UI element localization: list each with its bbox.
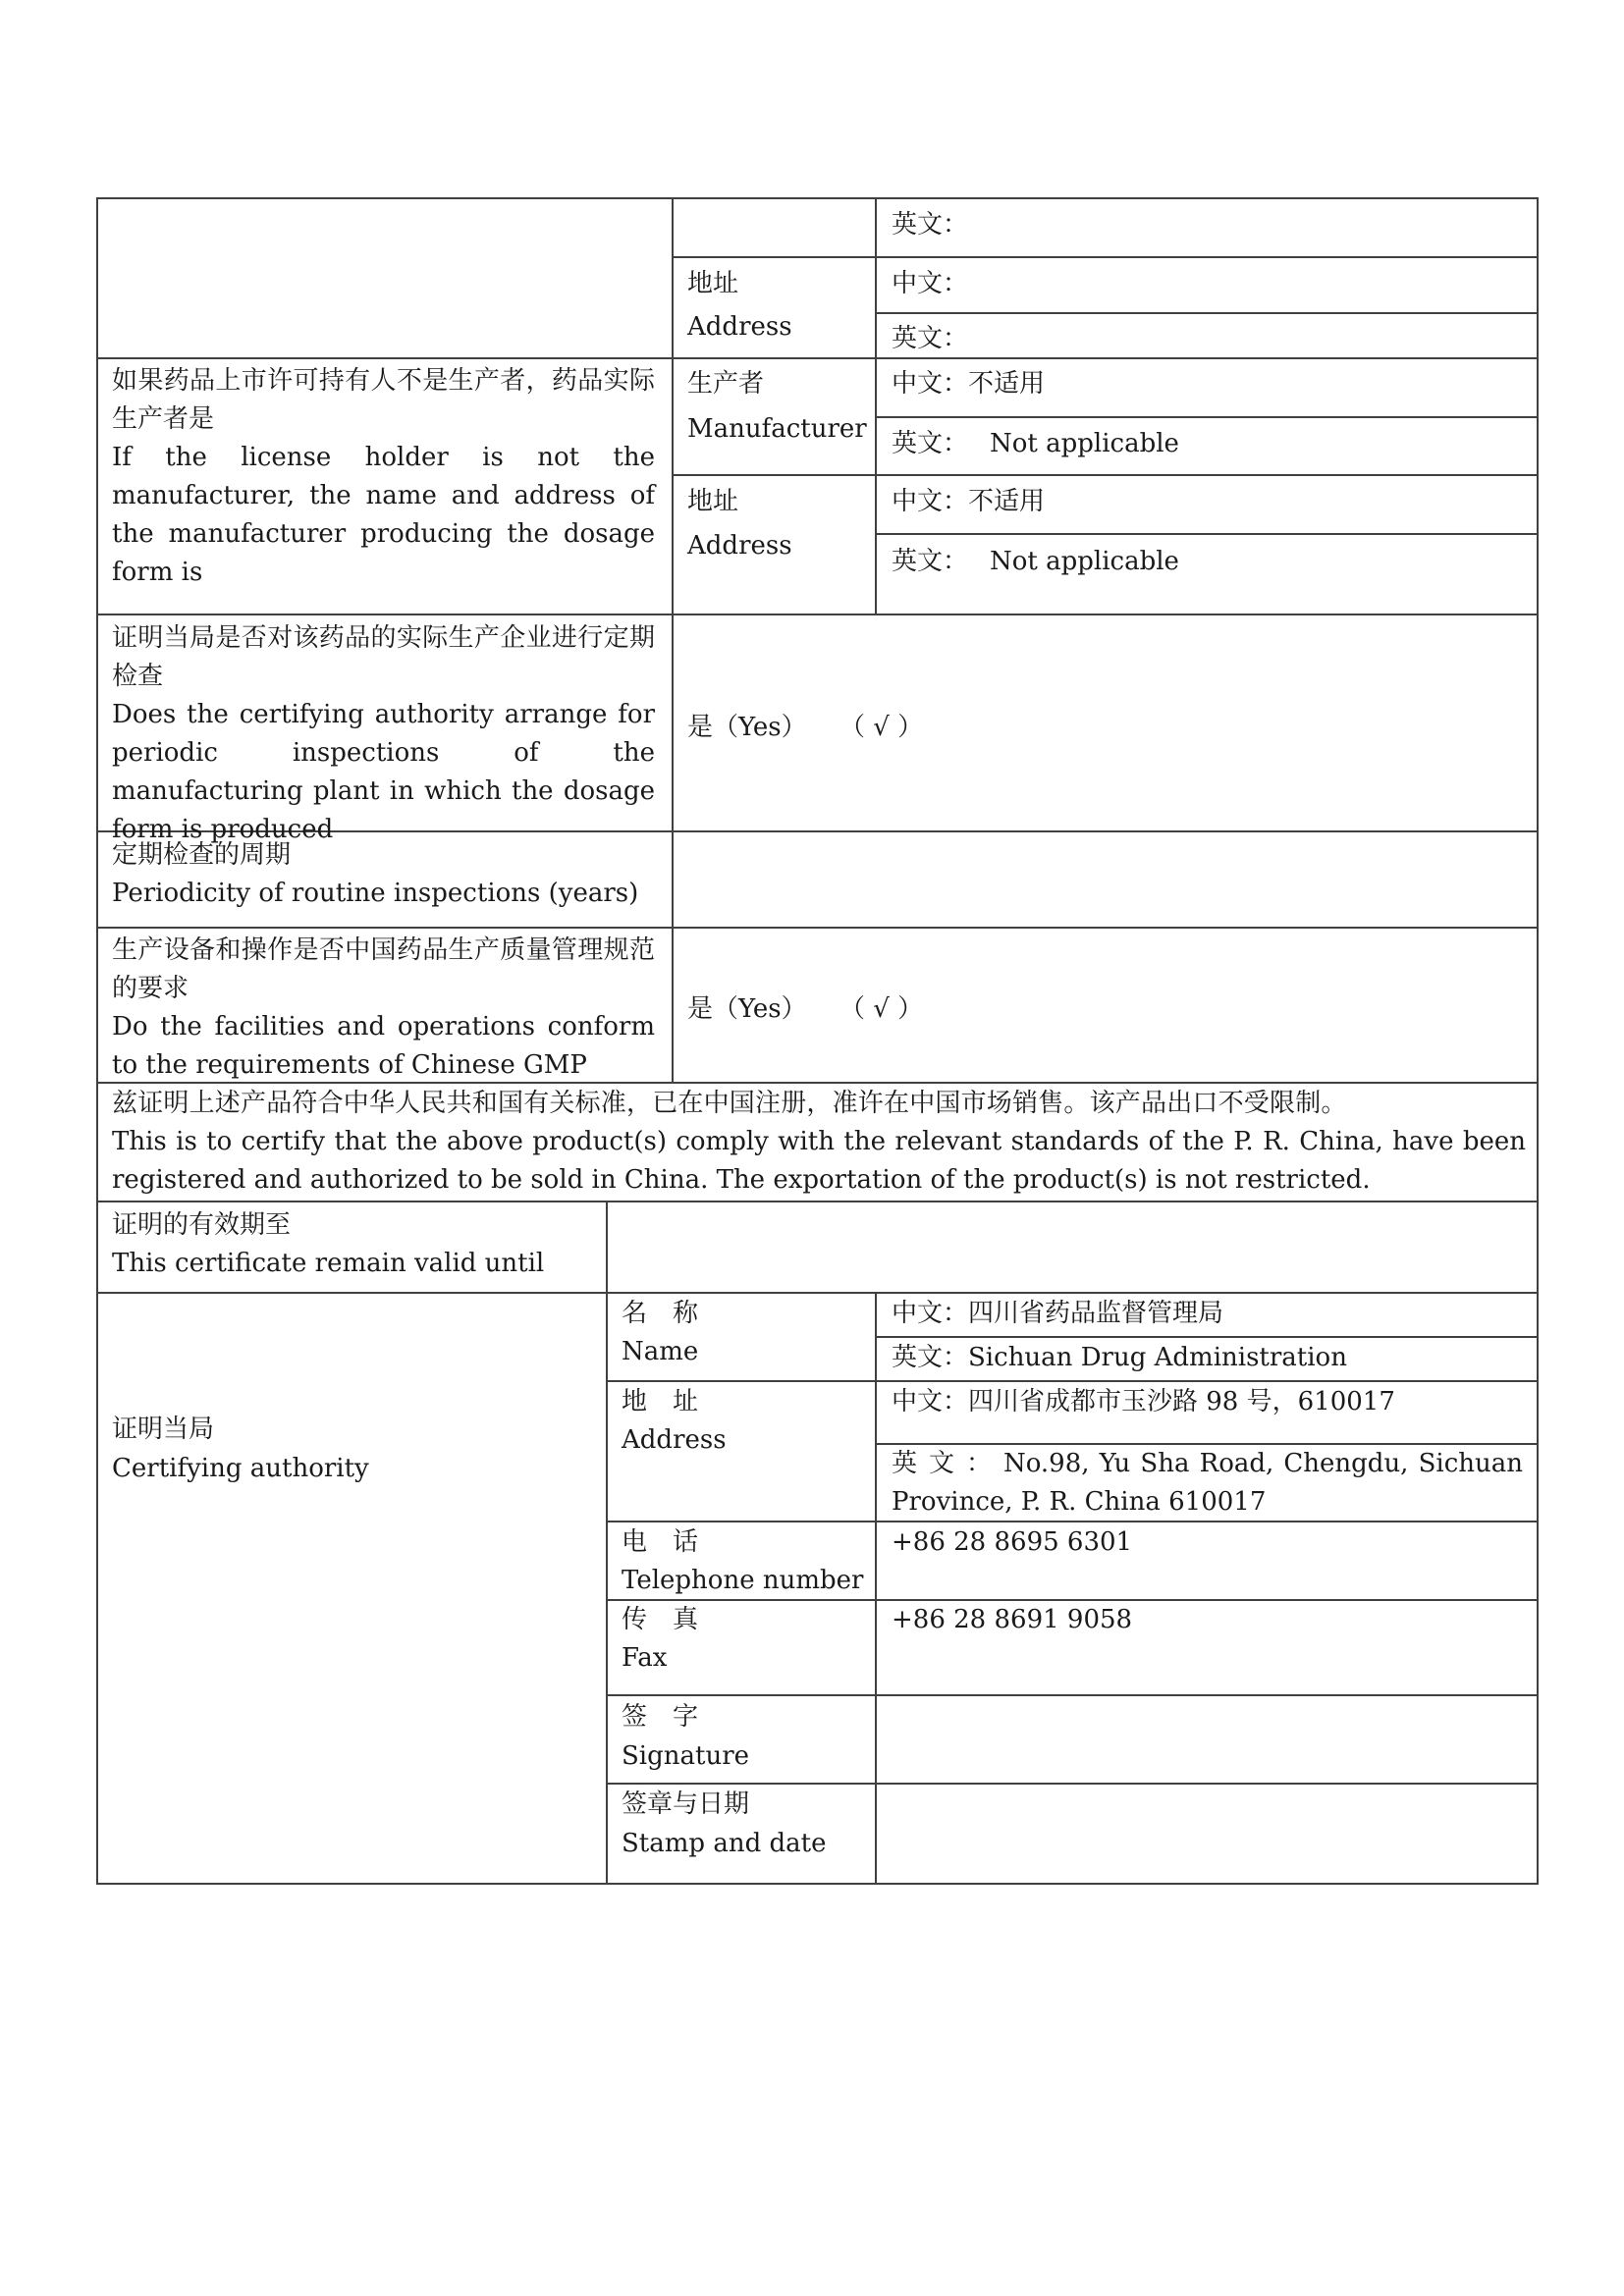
gmp-question-zh: 生产设备和操作是否中国药品生产质量管理规范的要求 <box>112 935 655 1003</box>
authority-phone: +86 28 8695 6301 <box>892 1527 1133 1557</box>
rule <box>672 197 674 1084</box>
authority-label-en: Certifying authority <box>112 1454 369 1483</box>
gmp-question <box>112 932 655 1085</box>
authority-stamp-label-zh: 签章与日期 <box>622 1789 750 1819</box>
rule <box>672 256 1539 258</box>
gmp-question-en: Do the facilities and operations conform to the requirements of Chinese GMP <box>112 1012 655 1080</box>
periodicity-label-zh: 定期检查的周期 <box>112 840 292 870</box>
rule <box>606 1694 1539 1696</box>
top-en-label: 英文： <box>892 210 969 240</box>
rule <box>96 1883 1539 1885</box>
rule <box>96 927 1539 929</box>
authority-fax: +86 28 8691 9058 <box>892 1605 1133 1634</box>
inspection-answer: 是（Yes） <box>687 713 807 742</box>
authority-address-label-zh: 地 址 <box>622 1387 699 1416</box>
authority-name-en: 英文：Sichuan Drug Administration <box>892 1343 1347 1372</box>
authority-phone-label-en: Telephone number <box>622 1566 864 1595</box>
gmp-answer: 是（Yes） <box>687 994 807 1024</box>
manufacturer-question <box>112 362 655 592</box>
inspection-question-zh: 证明当局是否对该药品的实际生产企业进行定期检查 <box>112 623 655 691</box>
manufacturer-question-zh: 如果药品上市许可持有人不是生产者，药品实际生产者是 <box>112 366 655 434</box>
manufacturer-en-value: Not applicable <box>990 429 1179 458</box>
manufacturer-question-en: If the license holder is not the manufacturer, the name and address of the manufacturer producing the dosage form is <box>112 443 655 587</box>
rule <box>606 1380 1539 1382</box>
authority-address-en: 英 文 ： No.98, Yu Sha Road, Chengdu, Sichuan Province, P. R. China 610017 <box>892 1449 1523 1517</box>
rule <box>96 197 98 1885</box>
authority-stamp-label-en: Stamp and date <box>622 1829 827 1858</box>
rule <box>875 533 1539 535</box>
manufacturer-en-prefix: 英文： <box>892 429 969 458</box>
authority-signature-label-en: Signature <box>622 1741 750 1771</box>
manufacturer-address-label-zh: 地址 <box>687 487 739 516</box>
authority-name-label-zh: 名 称 <box>622 1299 699 1328</box>
authority-fax-label-zh: 传 真 <box>622 1605 699 1634</box>
authority-name-label-en: Name <box>622 1337 699 1366</box>
authority-fax-label-en: Fax <box>622 1643 668 1673</box>
rule <box>875 1292 877 1885</box>
manufacturer-address-en-prefix: 英文： <box>892 547 969 576</box>
rule <box>606 1783 1539 1785</box>
inspection-question-en: Does the certifying authority arrange for periodic inspections of the manufacturing plant in which the dosage form is produced <box>112 700 655 844</box>
rule <box>1537 197 1539 1885</box>
rule <box>96 1292 1539 1294</box>
manufacturer-zh-value: 中文：不适用 <box>892 369 1046 399</box>
rule <box>96 197 1539 199</box>
top-address-label-zh: 地址 <box>687 269 739 298</box>
statement-en: This is to certify that the above product(s) comply with the relevant standards of the P. R. China, have been registered and authorized to be sold in China. The exportation of the product(s) is not restricted. <box>112 1127 1526 1195</box>
rule <box>875 197 877 614</box>
rule <box>606 1201 608 1885</box>
authority-label-zh: 证明当局 <box>112 1415 215 1444</box>
authority-address-label-en: Address <box>622 1425 727 1455</box>
certification-statement <box>112 1085 1526 1200</box>
rule <box>96 357 1539 359</box>
rule <box>96 614 1539 615</box>
top-address-zh-label: 中文： <box>892 269 969 298</box>
validity-label-zh: 证明的有效期至 <box>112 1210 292 1240</box>
rule <box>875 312 1539 314</box>
top-address-label-en: Address <box>687 312 792 342</box>
manufacturer-address-zh-value: 中文：不适用 <box>892 487 1046 516</box>
rule <box>672 474 1539 476</box>
manufacturer-address-label-en: Address <box>687 531 792 561</box>
rule <box>96 1201 1539 1202</box>
inspection-check: （ √ ） <box>839 713 924 742</box>
rule <box>875 1336 1539 1338</box>
rule <box>875 416 1539 418</box>
manufacturer-address-en-value: Not applicable <box>990 547 1179 576</box>
validity-label-en: This certificate remain valid until <box>112 1249 545 1278</box>
manufacturer-label-en: Manufacturer <box>687 414 867 444</box>
authority-phone-label-zh: 电 话 <box>622 1527 699 1557</box>
periodicity-label-en: Periodicity of routine inspections (years) <box>112 879 639 908</box>
gmp-check: （ √ ） <box>839 994 924 1024</box>
inspection-question <box>112 619 655 849</box>
authority-name-zh: 中文：四川省药品监督管理局 <box>892 1299 1224 1328</box>
top-address-en-label: 英文： <box>892 324 969 353</box>
authority-signature-label-zh: 签 字 <box>622 1702 699 1732</box>
statement-zh: 兹证明上述产品符合中华人民共和国有关标准，已在中国注册，准许在中国市场销售。该产品出口不受限制。 <box>112 1089 1347 1118</box>
authority-address-zh: 中文：四川省成都市玉沙路 98 号，610017 <box>892 1387 1395 1416</box>
manufacturer-label-zh: 生产者 <box>687 369 765 399</box>
